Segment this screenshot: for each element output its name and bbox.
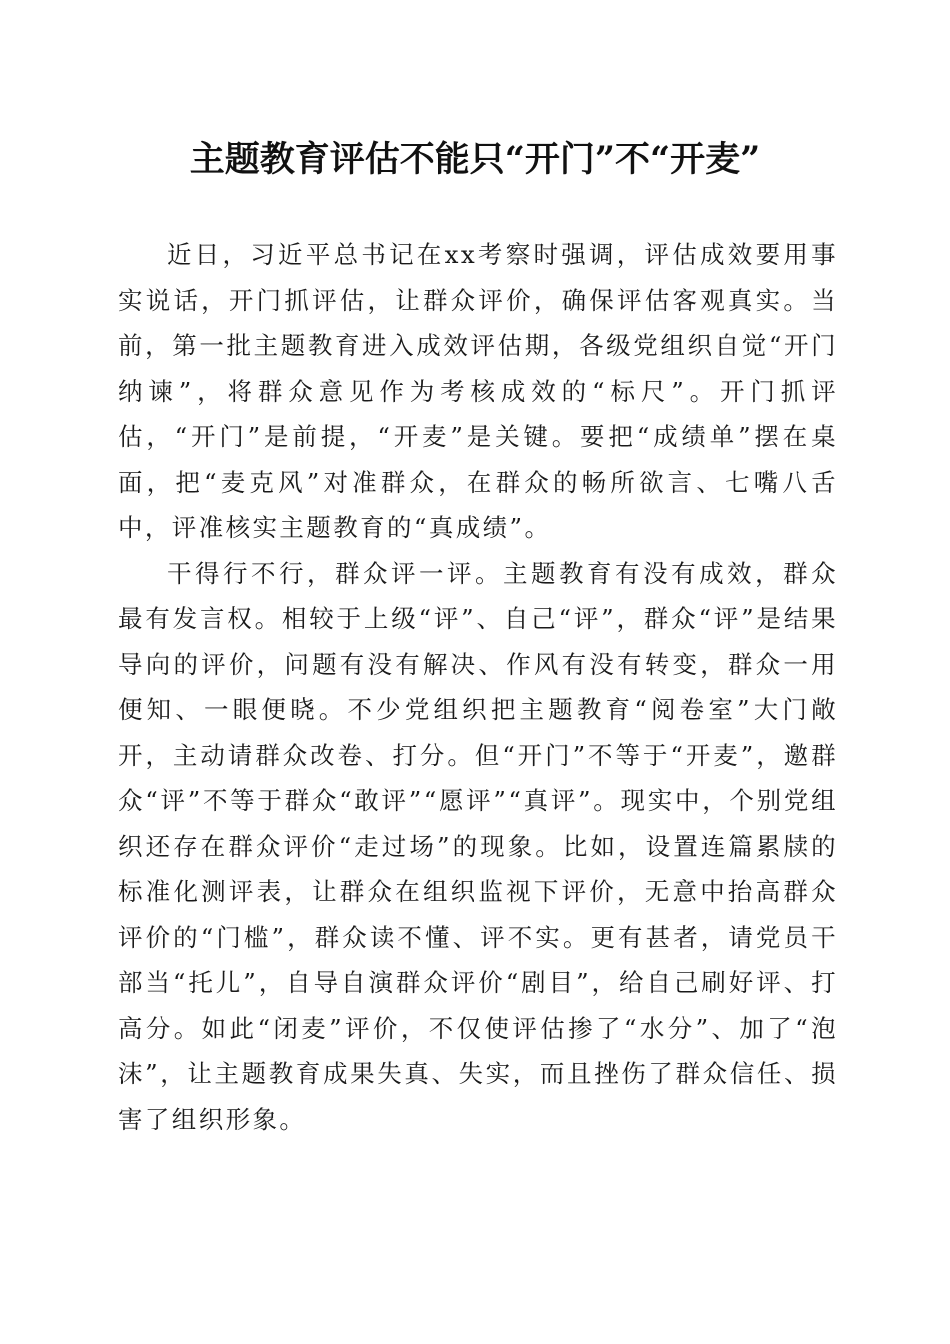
paragraph-1: 近日，习近平总书记在xx考察时强调，评估成效要用事实说话，开门抓评估，让群众评价，确保评估客观真实。当前，第一批主题教育进入成效评估期，各级党组织自觉“开门纳谏”，将群众意见作为考核成效的“标尺”。开门抓评估，“开门”是前提，“开麦”是关键。要把“成绩单”摆在桌面，把“麦克风”对准群众，在群众的畅所欲言、七嘴八舌中，评准核实主题教育的“真成绩”。 bbox=[118, 240, 838, 542]
paragraph-2: 干得行不行，群众评一评。主题教育有没有成效，群众最有发言权。相较于上级“评”、自己“评”，群众“评”是结果导向的评价，问题有没有解决、作风有没有转变，群众一用便知、一眼便晓。不少党组织把主题教育“阅卷室”大门敞开，主动请群众改卷、打分。但“开门”不等于“开麦”，邀群众“评”不等于群众“敢评”“愿评”“真评”。现实中，个别党组织还存在群众评价“走过场”的现象。比如，设置连篇累牍的标准化测评表，让群众在组织监视下评价，无意中抬高群众评价的“门槛”，群众读不懂、评不实。更有甚者，请党员干部当“托儿”，自导自演群众评价“剧目”，给自己刷好评、打高分。如此“闭麦”评价，不仅使评估掺了“水分”、加了“泡沫”，让主题教育成果失真、失实，而且挫伤了群众信任、损害了组织形象。 bbox=[118, 558, 838, 1134]
document-title: 主题教育评估不能只“开门”不“开麦” bbox=[189, 139, 761, 180]
document-body bbox=[118, 232, 838, 1142]
